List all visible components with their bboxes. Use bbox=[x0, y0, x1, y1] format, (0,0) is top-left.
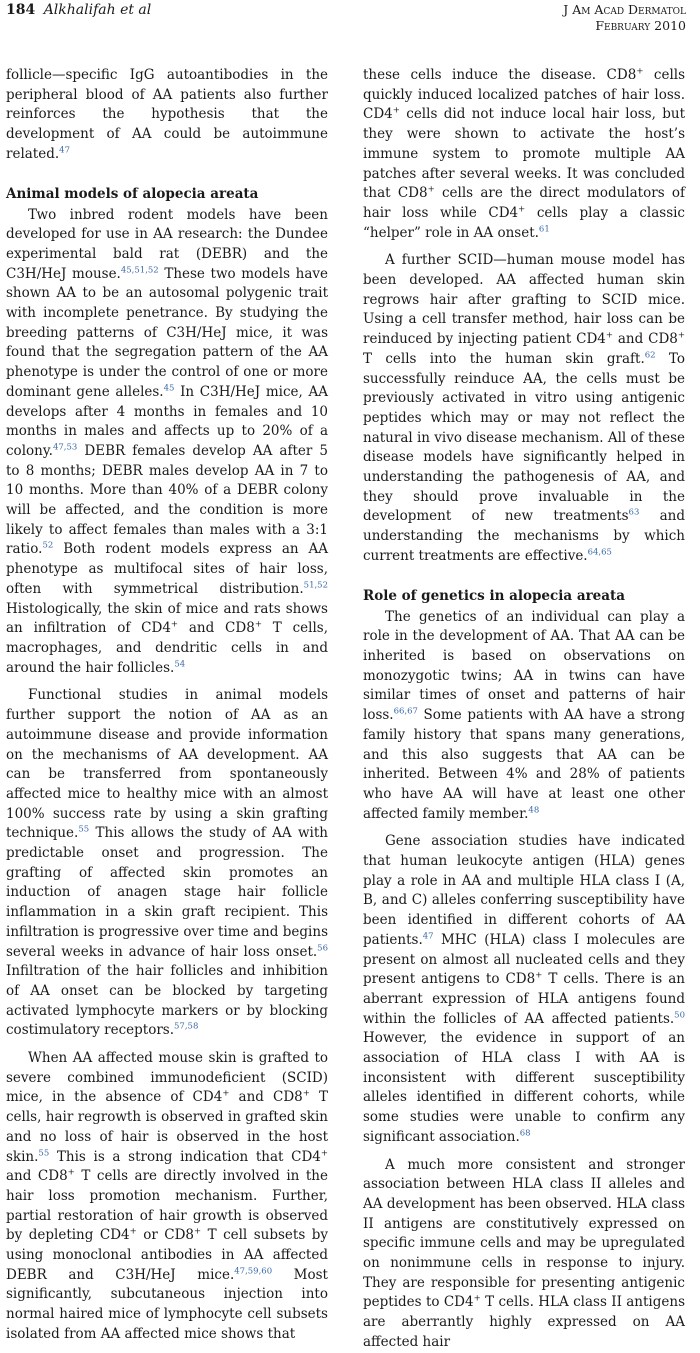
paragraph: Gene association studies have indicated that human leukocyte antigen (HLA) genes play a role in AA and multiple HLA class I (A, B, and C) alleles conferring susceptibility have been identified in different cohorts of AA patients.$^{47}$ MHC (HLA) class I molecules are present on almost all nucleated cells and they present antigens to CD8+ T cells. There is an aberrant expression of HLA antigens found within the follicles of AA affected patients.$^{50}$ However, the evidence in support of an association of HLA class I with AA is inconsistent with different susceptibility alleles identified in different cohorts, while some studies were unable to confirm any significant association.$^{68}$ bbox=[363, 833, 685, 1145]
citation-link[interactable]: 52 bbox=[42, 540, 54, 551]
citation-link[interactable]: 47 bbox=[422, 931, 434, 942]
running-header bbox=[6, 2, 686, 36]
left-column bbox=[6, 66, 328, 1342]
superscript: + bbox=[392, 105, 400, 116]
citation-link[interactable]: 56 bbox=[317, 943, 328, 954]
paragraph: A much more consistent and stronger association between HLA class II alleles and AA development has been observed. HLA class II antigens are constitutively expressed on specific immune cells and may be upregulated on nonimmune cells in response to injury. They are responsible for presenting antigenic peptides to CD4+ T cells. HLA class II antigens are aberrantly highly expressed on AA affected hair bbox=[363, 1156, 685, 1350]
citation-link[interactable]: 51,52 bbox=[303, 580, 328, 591]
superscript: + bbox=[677, 330, 686, 341]
section-heading: Animal models of alopecia areata bbox=[6, 185, 259, 202]
superscript: + bbox=[302, 1088, 310, 1099]
citation-link[interactable]: 47,53 bbox=[52, 442, 78, 453]
citation-link[interactable]: 55 bbox=[38, 1148, 50, 1159]
citation-link[interactable]: 57,58 bbox=[174, 1021, 199, 1032]
citation-link[interactable]: 47,59,60 bbox=[234, 1266, 273, 1277]
header-left bbox=[6, 2, 151, 18]
superscript: + bbox=[254, 619, 262, 630]
header-right bbox=[563, 2, 686, 34]
section-heading: Role of genetics in alopecia areata bbox=[363, 587, 625, 604]
citation-link[interactable]: 68 bbox=[519, 1128, 531, 1139]
citation-link[interactable]: 45,51,52 bbox=[120, 265, 159, 276]
superscript: + bbox=[320, 1148, 328, 1159]
superscript: + bbox=[473, 1293, 481, 1304]
citation-link[interactable]: 47 bbox=[59, 145, 70, 156]
paragraph: When AA affected mouse skin is grafted to severe combined immunodeficient (SCID) mice, in the absence of CD4+ and CD8+ T cells, hair regrowth is observed in grafted skin and no loss of hair is observed in the host skin.$^{55}$ This is a strong indication that CD4+ and CD8+ T cells are directly involved in the hair loss promotion mechanism. Further, partial restoration of hair growth is observed by depleting CD4+ or CD8+ T cell subsets by using monoclonal antibodies in AA affected DEBR and C3H/HeJ mice.$^{47,59,60}$ Most significantly, subcutaneous injection into normal haired mice of lymphocyte cell subsets isolated from AA affected mice shows that bbox=[6, 1050, 328, 1342]
superscript: + bbox=[129, 1226, 137, 1237]
superscript: + bbox=[67, 1167, 75, 1178]
paragraph: these cells induce the disease. CD8+ cells quickly induced localized patches of hair loss. CD4+ cells did not induce local hair loss, but they were shown to activate the host’s immune system to promote multiple AA patches after several weeks. It was concluded that CD8+ cells are the direct modulators of hair loss while CD4+ cells play a classic “helper” role in AA onset.$^{61}$ bbox=[363, 66, 686, 241]
citation-link[interactable]: 48 bbox=[528, 805, 540, 816]
citation-link[interactable]: 61 bbox=[538, 224, 550, 235]
superscript: + bbox=[636, 66, 644, 77]
superscript: + bbox=[605, 330, 613, 341]
superscript: + bbox=[535, 970, 543, 981]
page-number: 184 bbox=[6, 2, 36, 18]
superscript: + bbox=[170, 619, 179, 630]
superscript: + bbox=[518, 204, 526, 215]
paragraph: Functional studies in animal models further support the notion of AA as an autoimmune disease and provide information on the mechanisms of AA development. AA can be transferred from spontaneously affected mice to healthy mice with an almost 100% success rate by using a skin grafting technique.$^{55}$ This allows the study of AA with predictable onset and progression. The grafting of affected skin promotes an induction of anagen stage hair follicle inflammation in a skin graft recipient. This infiltration is progressive over time and begins several weeks in advance of hair loss onset.$^{56}$ Infiltration of the hair follicles and inhibition of AA onset can be blocked by targeting activated lymphocyte markers or by blocking costimulatory receptors.$^{57,58}$ bbox=[6, 687, 328, 1039]
superscript: + bbox=[194, 1226, 202, 1237]
running-authors: Alkhalifah et al bbox=[43, 2, 152, 18]
superscript: + bbox=[222, 1088, 230, 1099]
citation-link[interactable]: 64,65 bbox=[587, 547, 612, 558]
journal-name: J Am Acad Dermatol bbox=[563, 2, 686, 17]
citation-link[interactable]: 54 bbox=[174, 659, 186, 670]
paragraph: The genetics of an individual can play a role in the development of AA. That AA can be inherited is based on observations on monozygotic twins; AA in twins can have similar times of onset and patterns of hair loss.$^{66,67}$ Some patients with AA have a strong family history that spans many generations, and this also suggests that AA can be inherited. Between 4% and 28% of patients who have AA will have at least one other affected family member.$^{48}$ bbox=[363, 608, 685, 822]
superscript: + bbox=[427, 184, 435, 195]
paragraph: Two inbred rodent models have been developed for use in AA research: the Dundee experimental bald rat (DEBR) and the C3H/HeJ mouse.$^{45,51,52}$ These two models have shown AA to be an autosomal polygenic trait with incomplete penetrance. By studying the breeding patterns of C3H/HeJ mice, it was found that the segregation pattern of the AA phenotype is under the control of one or more dominant gene alleles.$^{45}$ In C3H/HeJ mice, AA develops after 4 months in females and 10 months in males and affects up to 20% of a colony.$^{47,53}$ DEBR females develop AA after 5 to 8 months; DEBR males develop AA in 7 to 10 months. More than 40% of a DEBR colony will be affected, and the condition is more likely to affect females than males with a 3:1 ratio.$^{52}$ Both rodent models express an AA phenotype as multifocal sites of hair loss, often with symmetrical distribution.$^{51,52}$ Histologically, the skin of mice and rats shows an infiltration of CD4+ and CD8+ T cells, macrophages, and dendritic cells in and around the hair follicles.$^{54}$ bbox=[6, 206, 328, 676]
paragraph: follicle—specific IgG autoantibodies in the peripheral blood of AA patients also further reinforces the hypothesis that the development of AA could be autoimmune related.$^{47}$ bbox=[6, 67, 328, 162]
citation-link[interactable]: 63 bbox=[628, 507, 640, 518]
citation-link[interactable]: 50 bbox=[674, 1010, 685, 1021]
citation-link[interactable]: 45 bbox=[163, 383, 175, 394]
citation-link[interactable]: 55 bbox=[78, 824, 90, 835]
citation-link[interactable]: 62 bbox=[644, 350, 656, 361]
right-column bbox=[363, 66, 686, 1350]
issue-date: February 2010 bbox=[595, 18, 686, 33]
paragraph: A further SCID—human mouse model has been developed. AA affected human skin regrows hair after grafting to SCID mice. Using a cell transfer method, hair loss can be reinduced by injecting patient CD4+ and CD8+ T cells into the human skin graft.$^{62}$ To successfully reinduce AA, the cells must be previously activated in vitro using antigenic peptides which may or may not reflect the natural in vivo disease mechanism. All of these disease models have significantly helped in understanding the pathogenesis of AA, and they should prove invaluable in the development of new treatments$^{63}$ and understanding the mechanisms by which current treatments are effective.$^{64,65}$ bbox=[363, 252, 686, 564]
citation-link[interactable]: 66,67 bbox=[393, 706, 418, 717]
